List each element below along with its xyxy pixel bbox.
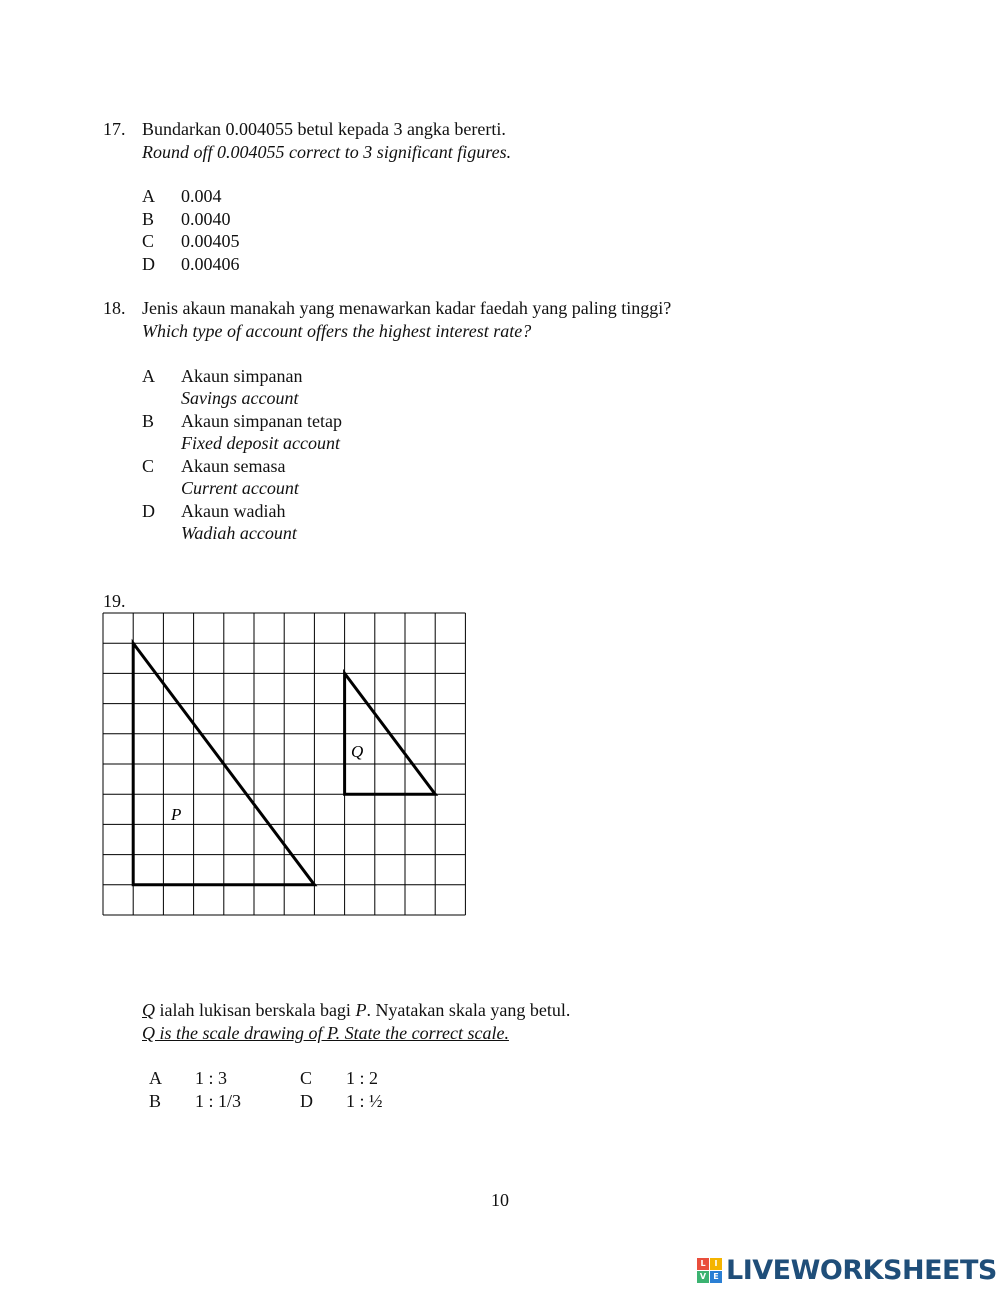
q17-stem-english: Round off 0.004055 correct to 3 significant figures.	[142, 142, 512, 162]
q17-option-c[interactable]: 0.00405	[181, 231, 240, 251]
q19-stem-q-label: Q	[142, 1000, 155, 1020]
q18-stem-malay: Jenis akaun manakah yang menawarkan kadar faedah yang paling tinggi?	[142, 298, 672, 318]
q19-option-a-letter[interactable]: A	[149, 1068, 162, 1088]
q18-option-d-english[interactable]: Wadiah account	[181, 523, 297, 543]
q19-stem-text1: ialah lukisan berskala bagi	[155, 1000, 356, 1020]
q17-option-b-letter[interactable]: B	[142, 209, 155, 229]
q19-option-a[interactable]: 1 : 3	[195, 1068, 228, 1088]
q19-stem-text2: . Nyatakan skala yang betul.	[366, 1000, 571, 1020]
q19-option-b-letter[interactable]: B	[149, 1091, 162, 1111]
q19-stem-malay	[142, 999, 570, 1021]
q18-stem-english: Which type of account offers the highest interest rate?	[142, 321, 532, 341]
q18-option-b[interactable]: Akaun simpanan tetap	[181, 411, 342, 431]
triangle-q-label: Q	[351, 742, 364, 761]
page-number	[0, 1189, 1000, 1211]
liveworksheets-logo[interactable]	[697, 1254, 997, 1286]
q19-option-c-letter[interactable]: C	[300, 1068, 313, 1088]
logo-square-e: E	[710, 1271, 722, 1283]
q19-stem-english-text: Q is the scale drawing of P. State the correct scale.	[142, 1023, 509, 1043]
triangle-p-label: P	[171, 805, 182, 824]
logo-text: LIVEWORKSHEETS	[726, 1254, 997, 1286]
q19-option-d-letter[interactable]: D	[300, 1091, 313, 1111]
q17-stem-malay: Bundarkan 0.004055 betul kepada 3 angka bererti.	[142, 119, 506, 139]
q17-option-d-letter[interactable]: D	[142, 254, 155, 274]
logo-square-l: L	[697, 1258, 709, 1270]
q19-option-d[interactable]: 1 : ½	[346, 1091, 383, 1111]
q18-option-c-letter[interactable]: C	[142, 456, 155, 476]
q19-number: 19.	[103, 591, 126, 611]
logo-square-i: I	[710, 1258, 722, 1270]
logo-square-v: V	[697, 1271, 709, 1283]
q17-option-c-letter[interactable]: C	[142, 231, 155, 251]
q17-option-a-letter[interactable]: A	[142, 186, 155, 206]
logo-squares-icon	[697, 1258, 722, 1283]
page-number-text: 10	[491, 1190, 509, 1210]
q18-number: 18.	[103, 298, 126, 318]
q18-option-c[interactable]: Akaun semasa	[181, 456, 286, 476]
q18-option-d[interactable]: Akaun wadiah	[181, 501, 286, 521]
q18-option-d-letter[interactable]: D	[142, 501, 155, 521]
q19-stem-english	[142, 1022, 509, 1044]
q19-stem-p-label: P	[355, 1000, 367, 1020]
q18-option-c-english[interactable]: Current account	[181, 478, 299, 498]
q19-option-b[interactable]: 1 : 1/3	[195, 1091, 242, 1111]
q18-option-b-english[interactable]: Fixed deposit account	[181, 433, 340, 453]
q19-option-c[interactable]: 1 : 2	[346, 1068, 379, 1088]
q18-option-a[interactable]: Akaun simpanan	[181, 366, 303, 386]
q17-option-a[interactable]: 0.004	[181, 186, 222, 206]
q17-option-d[interactable]: 0.00406	[181, 254, 240, 274]
q18-option-a-letter[interactable]: A	[142, 366, 155, 386]
q18-option-b-letter[interactable]: B	[142, 411, 155, 431]
q17-option-b[interactable]: 0.0040	[181, 209, 231, 229]
q18-option-a-english[interactable]: Savings account	[181, 388, 299, 408]
q17-number: 17.	[103, 119, 126, 139]
